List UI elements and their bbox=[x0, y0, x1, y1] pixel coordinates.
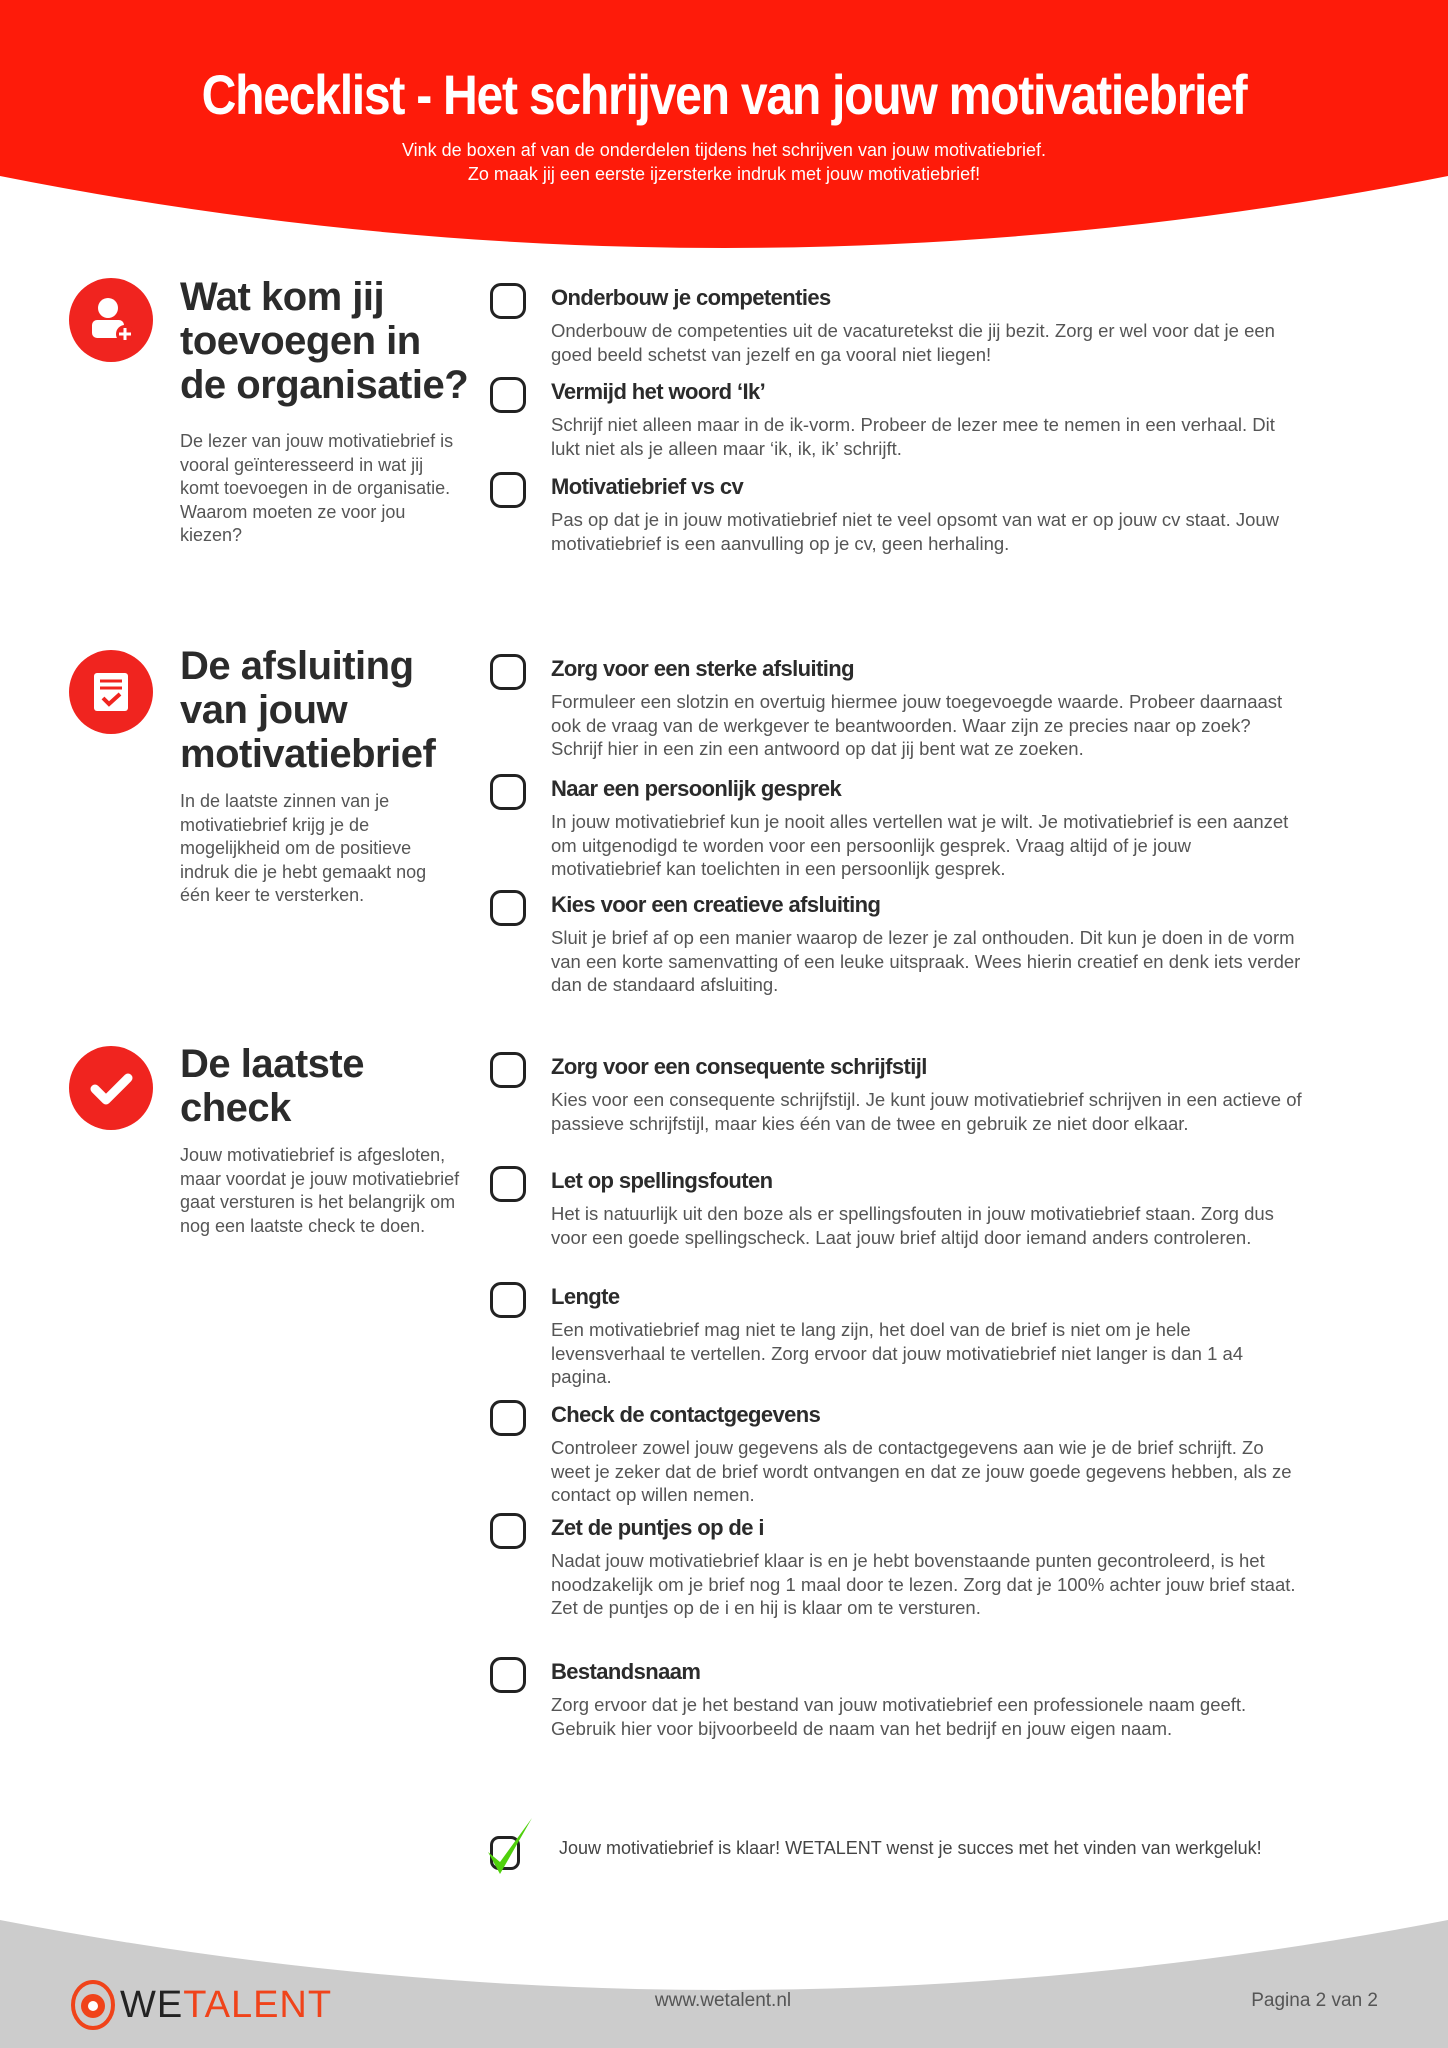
page-subtitle bbox=[0, 138, 1448, 186]
item-description: Nadat jouw motivatiebrief klaar is en je hebt bovenstaande punten gecontroleerd, is het noodzakelijk om je brief nog 1 maal door te lezen. Zorg dat je 100% achter jouw brief staat. Zet de puntjes op de i en hij is klaar om te versturen. bbox=[551, 1550, 1296, 1618]
item-title: Onderbouw je competenties bbox=[551, 285, 831, 310]
checkbox[interactable] bbox=[490, 283, 526, 319]
item-description: Het is natuurlijk uit den boze als er spellingsfouten in jouw motivatiebrief staan. Zorg dus voor een goede spellingscheck. Laat jouw brief altijd door iemand anders controleren. bbox=[551, 1203, 1274, 1248]
item-description: Onderbouw de competenties uit de vacaturetekst die jij bezit. Zorg er wel voor dat je een goed beeld schetst van jezelf en ga vooral niet liegen! bbox=[551, 320, 1275, 365]
item-title: Zet de puntjes op de i bbox=[551, 1515, 764, 1540]
user-plus-icon bbox=[69, 278, 153, 362]
checkbox[interactable] bbox=[490, 1513, 526, 1549]
subtitle-line: Zo maak jij een eerste ijzersterke indruk met jouw motivatiebrief! bbox=[467, 164, 981, 184]
item-title: Bestandsnaam bbox=[551, 1659, 701, 1684]
section-heading: Wat kom jij toevoegen in de organisatie? bbox=[180, 275, 469, 407]
item-title: Naar een persoonlijk gesprek bbox=[551, 776, 842, 801]
item-title: Let op spellingsfouten bbox=[551, 1168, 773, 1193]
checkbox[interactable] bbox=[490, 1166, 526, 1202]
checkbox[interactable] bbox=[490, 654, 526, 690]
checkbox[interactable] bbox=[490, 1400, 526, 1436]
item-description: Schrijf niet alleen maar in de ik-vorm. Probeer de lezer mee te nemen in een verhaal. Dit lukt niet als je alleen maar ‘ik, ik, ik’ schrijft. bbox=[551, 414, 1275, 459]
final-message: Jouw motivatiebrief is klaar! WETALENT wenst je succes met het vinden van werkgeluk! bbox=[559, 1838, 1262, 1858]
page-number: Pagina 2 van 2 bbox=[1251, 1990, 1378, 2011]
logo-text-talent: TALENT bbox=[183, 1983, 333, 2026]
logo-icon bbox=[70, 1980, 116, 2030]
item-title: Kies voor een creatieve afsluiting bbox=[551, 892, 881, 917]
item-title: Vermijd het woord ‘Ik’ bbox=[551, 379, 766, 404]
checkbox[interactable] bbox=[490, 1052, 526, 1088]
section-heading: De afsluiting van jouw motivatiebrief bbox=[180, 644, 436, 776]
checkbox[interactable] bbox=[490, 472, 526, 508]
item-description: Kies voor een consequente schrijfstijl. Je kunt jouw motivatiebrief schrijven in een actieve of passieve schrijfstijl, maar kies één van de twee en gebruik ze niet door elkaar. bbox=[551, 1089, 1302, 1134]
item-title: Zorg voor een consequente schrijfstijl bbox=[551, 1054, 927, 1079]
item-description: In jouw motivatiebrief kun je nooit alles vertellen wat je wilt. Je motivatiebrief is een aanzet om uitgenodigd te worden voor een persoonlijk gesprek. Vraag altijd of je jouw motivatiebrief kan toelichten in een persoonlijk gesprek. bbox=[551, 811, 1289, 879]
logo-text-we: WE bbox=[120, 1983, 184, 2026]
wetalent-logo[interactable] bbox=[70, 1980, 332, 2030]
item-title: Motivatiebrief vs cv bbox=[551, 474, 744, 499]
checkbox[interactable] bbox=[490, 1657, 526, 1693]
item-title: Check de contactgegevens bbox=[551, 1402, 821, 1427]
green-check-icon bbox=[486, 1816, 536, 1878]
section-intro: In de laatste zinnen van je motivatiebrief krijg je de mogelijkheid om de positieve indruk die je hebt gemaakt nog één keer te versterken. bbox=[180, 791, 427, 905]
item-description: Zorg ervoor dat je het bestand van jouw motivatiebrief een professionele naam geeft. Gebruik hier voor bijvoorbeeld de naam van het bedrijf en jouw eigen naam. bbox=[551, 1694, 1247, 1739]
document-check-icon bbox=[69, 650, 153, 734]
item-description: Pas op dat je in jouw motivatiebrief niet te veel opsomt van wat er op jouw cv staat. Jouw motivatiebrief is een aanvulling op je cv, geen herhaling. bbox=[551, 509, 1280, 554]
section-intro: Jouw motivatiebrief is afgesloten, maar voordat je jouw motivatiebrief gaat versturen is het belangrijk om nog een laatste check te doen. bbox=[180, 1145, 460, 1236]
page-title: Checklist - Het schrijven van jouw motivatiebrief bbox=[201, 63, 1247, 126]
website-link[interactable]: www.wetalent.nl bbox=[654, 1990, 792, 2011]
item-title: Zorg voor een sterke afsluiting bbox=[551, 656, 854, 681]
item-title: Lengte bbox=[551, 1284, 620, 1309]
item-description: Controleer zowel jouw gegevens als de contactgegevens aan wie je de brief schrijft. Zo weet je zeker dat de brief wordt ontvangen en dat ze jouw goede gegevens hebben, als ze contact op willen nemen. bbox=[551, 1437, 1292, 1505]
item-description: Sluit je brief af op een manier waarop de lezer je zal onthouden. Dit kun je doen in de vorm van een korte samenvatting of een leuke uitspraak. Wees hierin creatief en denk iets verder dan de standaard afsluiting. bbox=[551, 927, 1301, 995]
section-heading: De laatste check bbox=[180, 1042, 364, 1130]
checkbox[interactable] bbox=[490, 774, 526, 810]
section-intro: De lezer van jouw motivatiebrief is vooral geïnteresseerd in wat jij komt toevoegen in de organisatie. Waarom moeten ze voor jou kiezen? bbox=[180, 431, 454, 545]
checkbox[interactable] bbox=[490, 377, 526, 413]
item-description: Een motivatiebrief mag niet te lang zijn, het doel van de brief is niet om je hele levensverhaal te vertellen. Zorg ervoor dat jouw motivatiebrief niet langer is dan 1 a4 pagina. bbox=[551, 1319, 1244, 1387]
checkbox[interactable] bbox=[490, 1282, 526, 1318]
checkbox[interactable] bbox=[490, 890, 526, 926]
item-description: Formuleer een slotzin en overtuig hiermee jouw toegevoegde waarde. Probeer daarnaast ook de vraag van de werkgever te beantwoorden. Waar zijn ze precies naar op zoek? Schrijf hier in een zin een antwoord op dat jij bent wat ze zoeken. bbox=[551, 691, 1283, 759]
subtitle-line: Vink de boxen af van de onderdelen tijdens het schrijven van jouw motivatiebrief. bbox=[401, 140, 1047, 160]
checkmark-icon bbox=[69, 1046, 153, 1130]
final-checkbox-checked[interactable] bbox=[490, 1822, 534, 1874]
